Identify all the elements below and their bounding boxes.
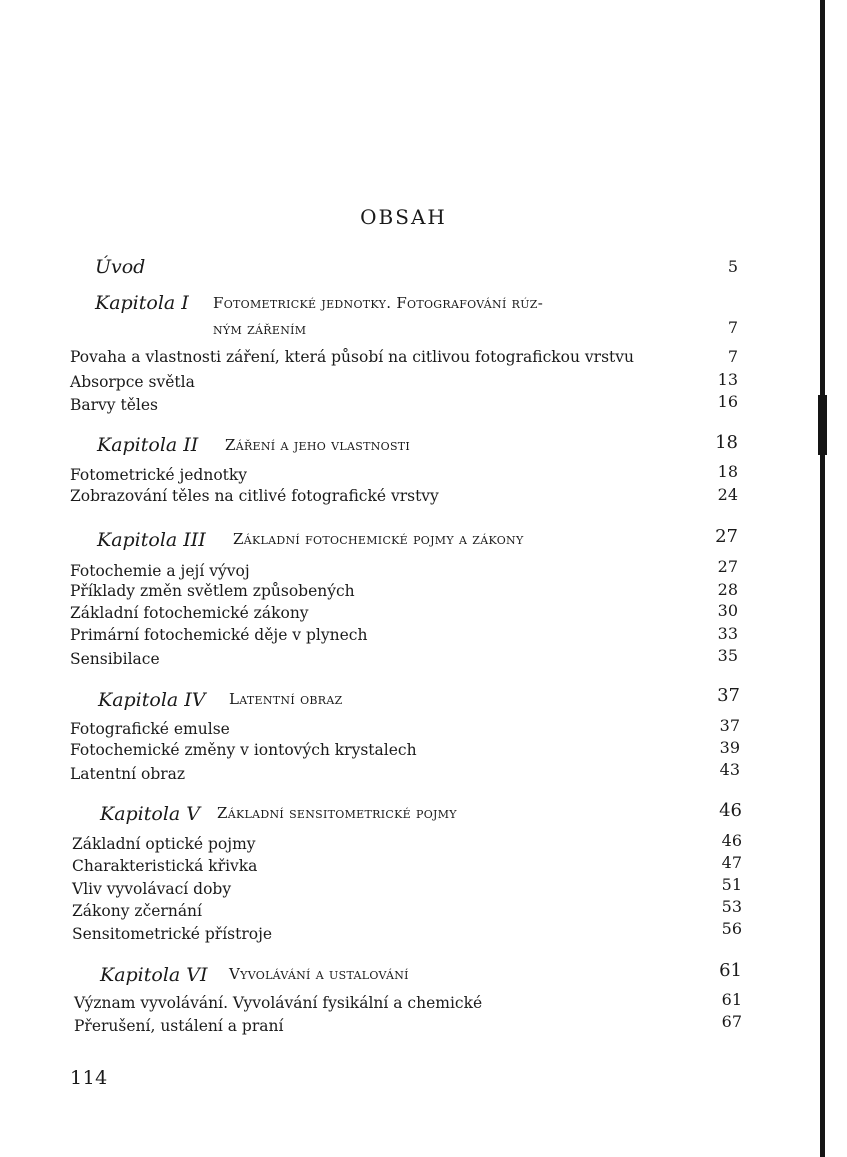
chapter-3-item-3: Základní fotochemické zákony: [70, 604, 309, 622]
chapter-1-page: 7: [727, 318, 738, 337]
chapter-1-item-1: Povaha a vlastnosti záření, která působí na citlivou fotografickou vrstvu: [70, 348, 634, 366]
chapter-6-item-1: Význam vyvolávání. Vyvolávání fysikální a chemické: [74, 994, 483, 1012]
chapter-3-item-2: Příklady změn světlem způsobených: [70, 582, 355, 600]
chapter-3-item-4-page: 33: [717, 624, 738, 643]
chapter-5-item-5: Sensitometrické přístroje: [72, 925, 273, 943]
chapter-2-item-2-page: 24: [717, 485, 738, 504]
chapter-1-item-2: Absorpce světla: [70, 373, 195, 391]
chapter-1-label: Kapitola I: [95, 292, 189, 314]
chapter-2-title: Záření a jeho vlastnosti: [225, 436, 411, 454]
chapter-6-title: Vyvolávání a ustalování: [229, 965, 409, 983]
chapter-4-item-1: Fotografické emulse: [70, 720, 230, 738]
chapter-5-item-3-page: 51: [721, 875, 742, 894]
chapter-6-item-2: Přerušení, ustálení a praní: [74, 1017, 284, 1035]
chapter-3-item-5: Sensibilace: [70, 650, 160, 668]
chapter-5-item-2: Charakteristická křivka: [72, 857, 258, 875]
chapter-6-page: 61: [719, 960, 742, 981]
chapter-1-title-line2: ným zářením: [213, 320, 307, 338]
chapter-4-item-3: Latentní obraz: [70, 765, 186, 783]
chapter-3-item-1: Fotochemie a její vývoj: [70, 562, 250, 580]
chapter-3-label: Kapitola III: [97, 529, 206, 551]
chapter-3-item-4: Primární fotochemické děje v plynech: [70, 626, 368, 644]
chapter-1-item-2-page: 13: [717, 370, 738, 389]
chapter-2-item-1: Fotometrické jednotky: [70, 466, 248, 484]
chapter-5-item-1-page: 46: [721, 831, 742, 850]
chapter-5-title: Základní sensitometrické pojmy: [217, 804, 457, 822]
chapter-6-item-1-page: 61: [721, 990, 742, 1009]
chapter-1-item-3: Barvy těles: [70, 396, 158, 414]
chapter-3-item-2-page: 28: [717, 580, 738, 599]
chapter-4-item-1-page: 37: [719, 716, 740, 735]
chapter-5-item-3: Vliv vyvolávací doby: [72, 880, 232, 898]
chapter-6-item-2-page: 67: [721, 1012, 742, 1031]
chapter-4-item-3-page: 43: [719, 760, 740, 779]
page-title: OBSAH: [360, 205, 447, 229]
chapter-3-title: Základní fotochemické pojmy a zákony: [233, 530, 524, 548]
chapter-4-item-2: Fotochemické změny v iontových krystalech: [70, 741, 417, 759]
chapter-1-item-3-page: 16: [717, 392, 738, 411]
chapter-1-title-line1: Fotometrické jednotky. Fotografování rúz-: [213, 294, 544, 312]
chapter-5-page: 46: [719, 800, 742, 821]
chapter-3-item-3-page: 30: [717, 601, 738, 620]
chapter-5-item-2-page: 47: [721, 853, 742, 872]
intro-label: Úvod: [95, 256, 146, 278]
chapter-5-item-4: Zákony zčernání: [72, 902, 202, 920]
chapter-6-label: Kapitola VI: [100, 964, 208, 986]
chapter-4-page: 37: [717, 685, 740, 706]
chapter-5-label: Kapitola V: [100, 803, 201, 825]
chapter-5-item-1: Základní optické pojmy: [72, 835, 256, 853]
page-edge-mark: [818, 395, 827, 455]
chapter-5-item-5-page: 56: [721, 919, 742, 938]
chapter-2-label: Kapitola II: [97, 434, 199, 456]
chapter-3-item-1-page: 27: [717, 557, 738, 576]
chapter-3-item-5-page: 35: [717, 646, 738, 665]
chapter-4-title: Latentní obraz: [229, 690, 343, 708]
chapter-3-page: 27: [715, 526, 738, 547]
intro-page: 5: [727, 257, 738, 276]
chapter-4-item-2-page: 39: [719, 738, 740, 757]
chapter-1-item-1-page: 7: [727, 347, 738, 366]
page-edge-shadow: [820, 0, 825, 1157]
chapter-2-page: 18: [715, 432, 738, 453]
page-number: 114: [70, 1067, 108, 1089]
chapter-2-item-2: Zobrazování těles na citlivé fotografické vrstvy: [70, 487, 439, 505]
chapter-2-item-1-page: 18: [717, 462, 738, 481]
chapter-4-label: Kapitola IV: [98, 689, 206, 711]
chapter-5-item-4-page: 53: [721, 897, 742, 916]
